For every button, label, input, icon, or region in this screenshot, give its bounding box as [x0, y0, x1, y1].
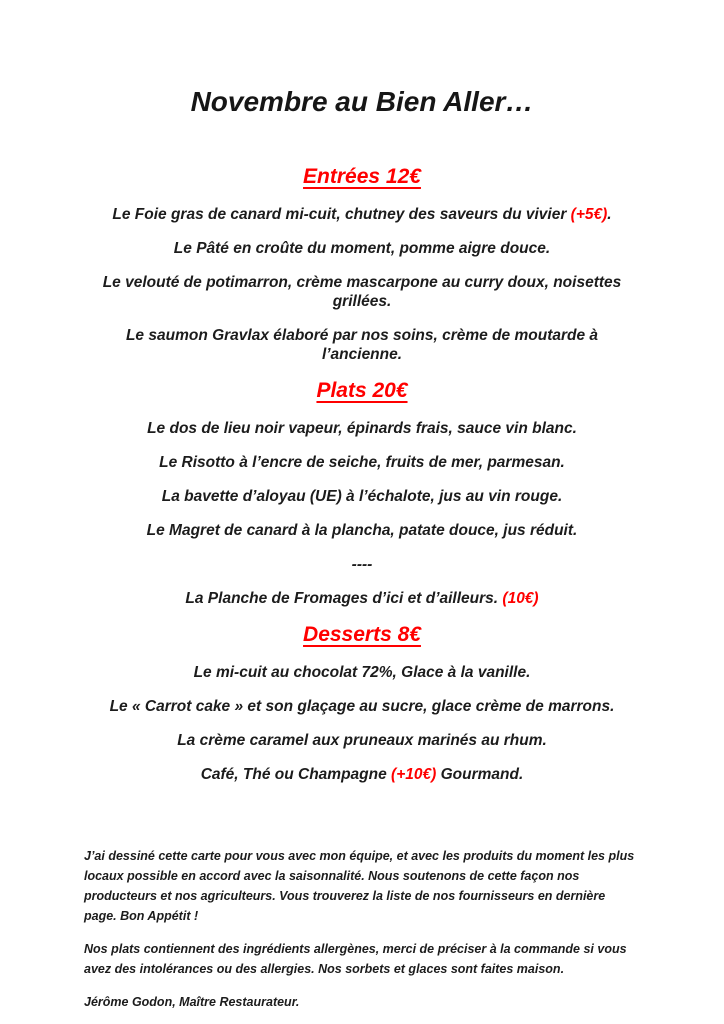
separator-dashes: ----: [351, 556, 373, 573]
heading-desserts: Desserts 8€: [303, 623, 421, 646]
item-price-highlight: (10€): [502, 590, 539, 607]
section-entrees: [84, 164, 640, 364]
menu-item-lieu-noir: [84, 419, 640, 438]
menu-item-magret: [84, 521, 640, 540]
heading-entrees: Entrées 12€: [303, 165, 421, 188]
item-text: Le Magret de canard à la plancha, patate douce, jus réduit.: [146, 522, 578, 539]
menu-item-bavette: [84, 487, 640, 506]
item-text-post: .: [607, 206, 612, 223]
menu-item-veloute: [84, 273, 640, 311]
item-text: Le dos de lieu noir vapeur, épinards frais, sauce vin blanc.: [147, 420, 577, 437]
menu-item-fromages: [84, 589, 640, 608]
menu-item-saumon: [84, 326, 640, 364]
item-text: Le « Carrot cake » et son glaçage au sucre, glace crème de marrons.: [109, 698, 615, 715]
item-text: La Planche de Fromages d’ici et d’ailleurs.: [185, 590, 503, 607]
section-plats: [84, 378, 640, 608]
heading-plats: Plats 20€: [316, 379, 408, 402]
menu-item-cafe-gourmand: [84, 765, 640, 784]
footer-notes: [84, 846, 640, 1012]
section-desserts: [84, 622, 640, 784]
item-text: Le saumon Gravlax élaboré par nos soins, crème de moutarde à l’ancienne.: [125, 327, 599, 363]
item-text: Café, Thé ou Champagne: [200, 766, 392, 783]
item-text-post: Gourmand.: [436, 766, 524, 783]
item-text: Le mi-cuit au chocolat 72%, Glace à la vanille.: [193, 664, 531, 681]
footer-intro-note: J’ai dessiné cette carte pour vous avec mon équipe, et avec les produits du moment les plus locaux possible en accord avec la saisonnalité. Nous soutenons de cette façon nos producteurs et nos agriculteurs. Vous trouverez la liste de nos fournisseurs en dernière page. Bon Appétit !: [84, 849, 635, 923]
menu-item-mi-cuit: [84, 663, 640, 682]
item-text: Le Foie gras de canard mi-cuit, chutney des saveurs du vivier: [112, 206, 571, 223]
footer-allergen-note: Nos plats contiennent des ingrédients allergènes, merci de préciser à la commande si vous avez des intolérances ou des allergies. Nos sorbets et glaces sont faites maison.: [84, 942, 627, 976]
menu-item-pate: [84, 239, 640, 258]
item-text: Le Risotto à l’encre de seiche, fruits de mer, parmesan.: [159, 454, 565, 471]
menu-item-foie-gras: [84, 205, 640, 224]
menu-item-carrot-cake: [84, 697, 640, 716]
page-title: Novembre au Bien Aller…: [190, 86, 534, 117]
item-text: La bavette d’aloyau (UE) à l’échalote, jus au vin rouge.: [161, 488, 563, 505]
menu-item-risotto: [84, 453, 640, 472]
footer-signature: Jérôme Godon, Maître Restaurateur.: [84, 995, 300, 1009]
menu-item-creme-caramel: [84, 731, 640, 750]
item-text: La crème caramel aux pruneaux marinés au rhum.: [177, 732, 547, 749]
item-text: Le Pâté en croûte du moment, pomme aigre douce.: [173, 240, 551, 257]
item-price-highlight: (+10€): [391, 766, 437, 783]
item-price-highlight: (+5€): [570, 206, 608, 223]
course-separator: [84, 555, 640, 574]
item-text: Le velouté de potimarron, crème mascarpone au curry doux, noisettes grillées.: [102, 274, 622, 310]
